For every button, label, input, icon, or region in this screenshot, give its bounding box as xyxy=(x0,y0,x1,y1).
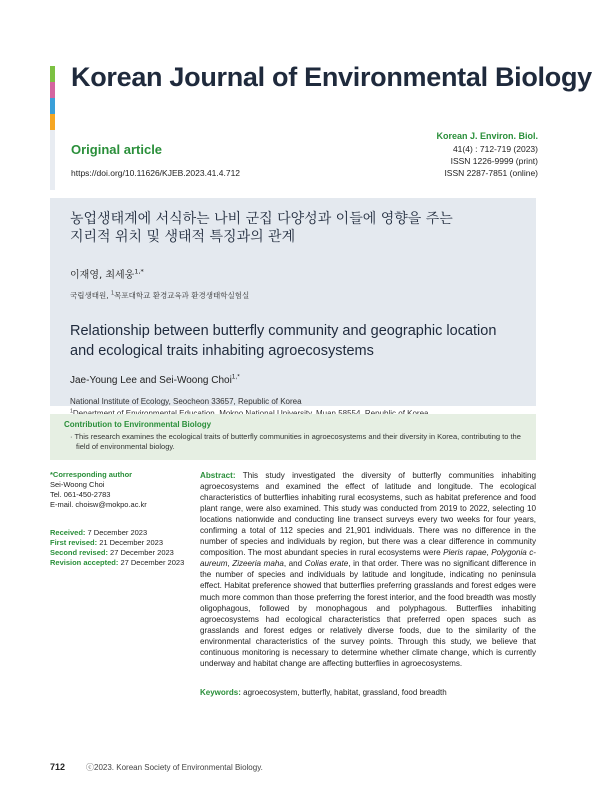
received-date xyxy=(50,528,190,538)
korean-title xyxy=(70,210,516,246)
citation-block xyxy=(436,130,538,179)
accepted-date xyxy=(50,558,190,568)
doi-link[interactable]: https://doi.org/10.11626/KJEB.2023.41.4.712 xyxy=(71,168,241,178)
received-value: 7 December 2023 xyxy=(87,528,148,537)
korean-title-line-1: 농업생태계에 서식하는 나비 군집 다양성과 이들에 영향을 주는 xyxy=(70,211,453,227)
korean-affiliation xyxy=(70,290,516,301)
abstract-label: Abstract: xyxy=(200,471,236,480)
korean-authors xyxy=(70,266,516,281)
first-revised-label: First revised: xyxy=(50,538,98,547)
abstract-text-2: in that order. There was no significant difference in the number of species and individuals by latitude and longitude, indicating no peninsula effect. Habitat preference showed that butterflies preferring grasslands and forest edges were much more common than those preferring the forest interior, and the food breadth was mostly oligophagous, followed by monophagous and polyphagous. Butterflies inhabiting agroecosystems had ecological characteristics that preferred open spaces such as grasslands and forest edges or relatively diverse foods, due to the similarity of the environmental characteristics of the survey points. Through this study, we believe that continuous monitoring is necessary to determine whether climate change, which is currently underway and habitat change are affecting butterflies in agroecosystems. xyxy=(200,559,537,668)
corresponding-author-tel: Tel. 061-450-2783 xyxy=(50,490,111,499)
volume-pages: 41(4) : 712-719 (2023) xyxy=(452,144,538,154)
keywords xyxy=(200,688,536,697)
journal-color-bar-blue xyxy=(50,98,55,114)
article-type: Original article xyxy=(71,142,163,157)
contribution-text: · This research examines the ecological traits of butterfly communities in agroecosystems and their diversity in Korea, contributing to the field of environmental biology. xyxy=(70,432,521,451)
abstract-and: and xyxy=(288,559,303,569)
page-number: 712 xyxy=(50,762,66,772)
title-box xyxy=(50,198,536,415)
journal-color-bar-green xyxy=(50,66,55,82)
copyright: ⓒ2023. Korean Society of Environmental Biology. xyxy=(86,763,263,772)
english-authors xyxy=(70,375,516,386)
corresponding-author-name: Sei-Woong Choi xyxy=(50,480,105,489)
journal-color-bar-orange xyxy=(50,114,55,130)
second-revised-label: Second revised: xyxy=(50,548,108,557)
journal-color-bar-pink xyxy=(50,82,55,98)
korean-affiliation-sup: 1 xyxy=(111,290,115,297)
abstract: Abstract: This study investigated the diversity of butterfly communities inhabiting agroecosystems and examined the effect of latitude and longitude. The ecological characteristics of butterflies inhabiting rural ecosystems, such as habitat preference and food plant range, were also examined. This study was conducted from 2019 to 2022, selecting 10 locations nationwide and conducting line transect surveys every two weeks for four years, confirming a total of 112 species and 21,901 individuals. There was no difference in the number of species and individuals by region, but there was a clear difference in community composition. The most abundant species in rural ecosystems were Pieris rapae, Polygonia c-aureum, Zizeeria maha, and Colias erate, in that order. There was no significant difference in the number of species and individuals by latitude and longitude, indicating no peninsula effect. Habitat preference showed that butterflies preferring grasslands and forest edges were much more common than those preferring the forest interior, and the food breadth was mostly oligophagous, followed by monophagous and polyphagous. Butterflies inhabiting agroecosystems had ecological characteristics that preferred open spaces such as grasslands and forest edges or relatively diverse foods, due to the similarity of the environmental characteristics of the survey points. Through this study, we believe that continuous monitoring is necessary to determine whether climate change, which is currently underway and habitat change are affecting butterflies in agroecosystems. xyxy=(200,471,537,668)
corresponding-author-email[interactable]: E-mail. choisw@mokpo.ac.kr xyxy=(50,500,147,509)
species-3: Zizeeria maha xyxy=(232,559,284,569)
first-revised-value: 21 December 2023 xyxy=(99,538,163,547)
english-authors-sup: 1,* xyxy=(231,373,240,381)
species-1: Pieris rapae xyxy=(443,548,487,558)
first-revised-date xyxy=(50,538,190,548)
english-affiliation-2-sup: 1 xyxy=(70,408,73,415)
issn-online: ISSN 2287-7851 (online) xyxy=(444,168,538,178)
species-2: Polygonia c-aureum xyxy=(200,548,536,569)
english-title-line-1: Relationship between butterfly community and geographic location xyxy=(70,323,497,339)
second-revised-date xyxy=(50,548,190,558)
english-title xyxy=(70,321,516,361)
keywords-label: Keywords: xyxy=(200,688,241,697)
article-sidebar xyxy=(50,470,190,568)
accepted-value: 27 December 2023 xyxy=(120,558,185,567)
journal-color-bar-gray xyxy=(50,130,55,190)
received-label: Received: xyxy=(50,528,86,537)
issn-print: ISSN 1226-9999 (print) xyxy=(450,156,538,166)
korean-title-line-2: 지리적 위치 및 생태적 특징과의 관계 xyxy=(70,229,296,245)
korean-affiliation-2: 목포대학교 환경교육과 환경생태학실험실 xyxy=(114,291,250,300)
keywords-text: agroecosystem, butterfly, habitat, grassland, food breadth xyxy=(243,688,447,697)
contribution-box xyxy=(50,414,536,460)
english-title-line-2: and ecological traits inhabiting agroecosystems xyxy=(70,343,374,359)
korean-authors-sup: 1,* xyxy=(134,267,144,276)
abstract-text-1: This study investigated the diversity of butterfly communities inhabiting agroecosystems and examined the effect of latitude and longitude. The ecological characteristics of butterflies inhabiting rural ecosystems, such as habitat preference and food plant range, were also examined. This study was conducted from 2019 to 2022, selecting 10 locations nationwide and conducting line transect surveys every two weeks for four years, confirming a total of 112 species and 21,901 individuals. There was no difference in the number of species and individuals by region, but there was a clear difference in community composition. The most abundant species in rural ecosystems were xyxy=(200,471,536,558)
article-dates xyxy=(50,528,190,568)
contribution-heading: Contribution to Environmental Biology xyxy=(64,420,212,429)
accepted-label: Revision accepted: xyxy=(50,558,119,567)
second-revised-value: 27 December 2023 xyxy=(110,548,174,557)
korean-authors-names: 이재영, 최세웅 xyxy=(70,270,135,281)
journal-title: Korean Journal of Environmental Biology xyxy=(71,62,592,92)
journal-abbreviation: Korean J. Environ. Biol. xyxy=(436,131,538,141)
english-affiliation-1: National Institute of Ecology, Seocheon 33657, Republic of Korea xyxy=(70,397,302,406)
english-authors-names: Jae-Young Lee and Sei-Woong Choi xyxy=(70,375,232,386)
species-4: Colias erate xyxy=(304,559,349,569)
korean-affiliation-1: 국립생태원, xyxy=(70,291,109,300)
corresponding-author-heading: *Corresponding author xyxy=(50,470,133,479)
